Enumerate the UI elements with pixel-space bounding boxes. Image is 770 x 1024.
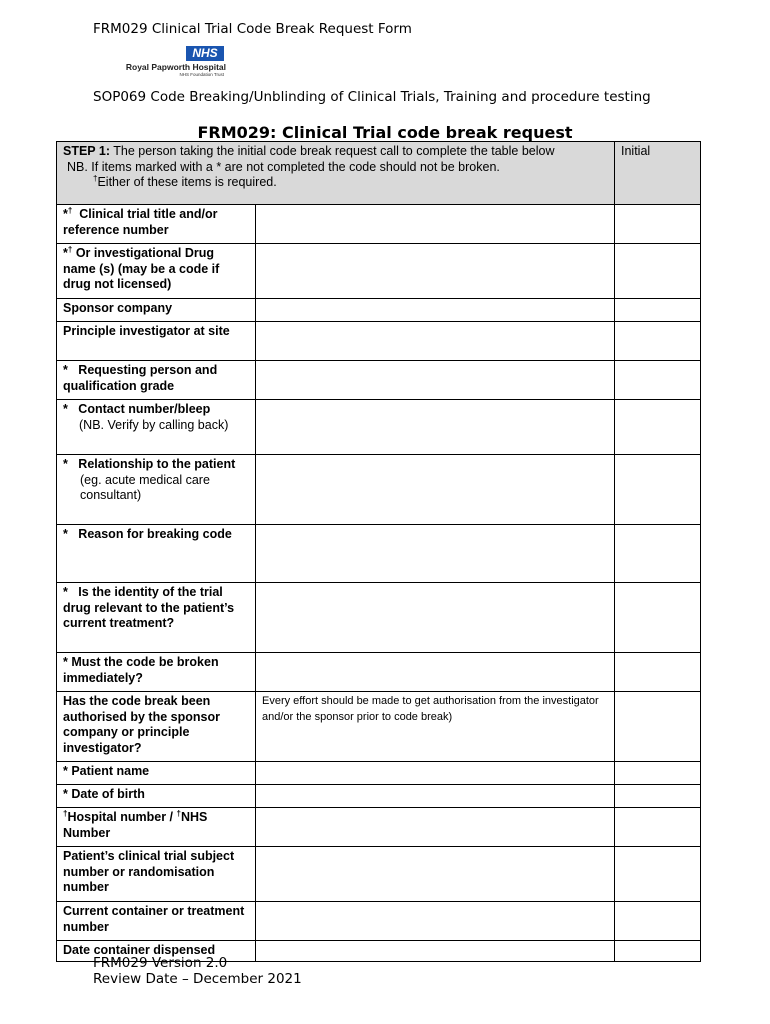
dob-initial[interactable] xyxy=(615,785,701,808)
row-label-hospital-number: †Hospital number / †NHS Number xyxy=(57,808,256,847)
row-label-identity-relevant: * Is the identity of the trial drug relevant to the patient’s current treatment? xyxy=(57,583,256,653)
contact-field[interactable] xyxy=(256,400,615,455)
row-label-investigator: Principle investigator at site xyxy=(57,322,256,361)
nhs-logo-icon: NHS xyxy=(186,46,224,61)
sop-reference: SOP069 Code Breaking/Unblinding of Clinical Trials, Training and procedure testing xyxy=(93,89,651,105)
patient-name-initial[interactable] xyxy=(615,762,701,785)
initial-column-header: Initial xyxy=(615,142,701,205)
table-row xyxy=(57,847,701,902)
step-instructions xyxy=(57,142,615,205)
authorised-field[interactable]: Every effort should be made to get authorisation from the investigator and/or the sponsor prior to code break) xyxy=(256,692,615,762)
row-label-trial-title: *† Clinical trial title and/or reference number xyxy=(57,205,256,244)
row-label-container: Current container or treatment number xyxy=(57,902,256,941)
row-label-dob: * Date of birth xyxy=(57,785,256,808)
subject-number-initial[interactable] xyxy=(615,847,701,902)
footer-review-date: Review Date – December 2021 xyxy=(93,971,302,987)
container-initial[interactable] xyxy=(615,902,701,941)
document-id-header: FRM029 Clinical Trial Code Break Request Form xyxy=(93,21,412,37)
step-row xyxy=(57,142,701,205)
date-dispensed-initial[interactable] xyxy=(615,941,701,962)
hospital-name: Royal Papworth Hospital xyxy=(125,62,226,72)
footer-version: FRM029 Version 2.0 xyxy=(93,955,228,971)
relationship-field[interactable] xyxy=(256,455,615,525)
page-title: FRM029: Clinical Trial code break request xyxy=(197,123,573,142)
identity-relevant-field[interactable] xyxy=(256,583,615,653)
investigator-field[interactable] xyxy=(256,322,615,361)
step-label: STEP 1: xyxy=(63,144,111,158)
contact-initial[interactable] xyxy=(615,400,701,455)
trust-name: NHS Foundation Trust xyxy=(179,72,224,77)
row-label-authorised: Has the code break been authorised by the sponsor company or principle investigator? xyxy=(57,692,256,762)
table-row xyxy=(57,653,701,692)
relationship-initial[interactable] xyxy=(615,455,701,525)
dob-field[interactable] xyxy=(256,785,615,808)
requesting-person-field[interactable] xyxy=(256,361,615,400)
dagger-note: †Either of these items is required. xyxy=(93,173,277,189)
row-label-reason: * Reason for breaking code xyxy=(57,525,256,583)
table-row xyxy=(57,299,701,322)
table-row xyxy=(57,525,701,583)
table-row xyxy=(57,361,701,400)
table-row xyxy=(57,455,701,525)
table-row xyxy=(57,583,701,653)
trial-title-initial[interactable] xyxy=(615,205,701,244)
table-row xyxy=(57,902,701,941)
table-row xyxy=(57,322,701,361)
row-label-immediate: * Must the code be broken immediately? xyxy=(57,653,256,692)
step-text: The person taking the initial code break request call to complete the table below xyxy=(110,144,555,158)
container-field[interactable] xyxy=(256,902,615,941)
table-row xyxy=(57,400,701,455)
reason-initial[interactable] xyxy=(615,525,701,583)
drug-name-initial[interactable] xyxy=(615,244,701,299)
requesting-person-initial[interactable] xyxy=(615,361,701,400)
table-row xyxy=(57,692,701,762)
investigator-initial[interactable] xyxy=(615,322,701,361)
row-label-requesting-person: * Requesting person and qualification grade xyxy=(57,361,256,400)
step-nb: NB. If items marked with a * are not completed the code should not be broken. xyxy=(67,159,500,174)
hospital-number-initial[interactable] xyxy=(615,808,701,847)
sponsor-field[interactable] xyxy=(256,299,615,322)
table-row xyxy=(57,205,701,244)
hospital-number-field[interactable] xyxy=(256,808,615,847)
table-row xyxy=(57,785,701,808)
date-dispensed-field[interactable] xyxy=(256,941,615,962)
row-label-drug-name: *† Or investigational Drug name (s) (may be a code if drug not licensed) xyxy=(57,244,256,299)
code-break-form-table xyxy=(56,141,701,962)
trial-title-field[interactable] xyxy=(256,205,615,244)
row-label-relationship: * Relationship to the patient (eg. acute medical care consultant) xyxy=(57,455,256,525)
document-footer xyxy=(93,955,302,987)
row-label-contact: * Contact number/bleep (NB. Verify by calling back) xyxy=(57,400,256,455)
row-label-subject-number: Patient’s clinical trial subject number or randomisation number xyxy=(57,847,256,902)
drug-name-field[interactable] xyxy=(256,244,615,299)
sponsor-initial[interactable] xyxy=(615,299,701,322)
patient-name-field[interactable] xyxy=(256,762,615,785)
row-label-date-dispensed: Date container dispensed xyxy=(57,941,256,962)
table-row xyxy=(57,808,701,847)
immediate-field[interactable] xyxy=(256,653,615,692)
subject-number-field[interactable] xyxy=(256,847,615,902)
row-label-sponsor: Sponsor company xyxy=(57,299,256,322)
authorised-initial[interactable] xyxy=(615,692,701,762)
immediate-initial[interactable] xyxy=(615,653,701,692)
table-row xyxy=(57,762,701,785)
identity-relevant-initial[interactable] xyxy=(615,583,701,653)
table-row xyxy=(57,244,701,299)
hospital-logo xyxy=(106,44,228,82)
reason-field[interactable] xyxy=(256,525,615,583)
row-label-patient-name: * Patient name xyxy=(57,762,256,785)
